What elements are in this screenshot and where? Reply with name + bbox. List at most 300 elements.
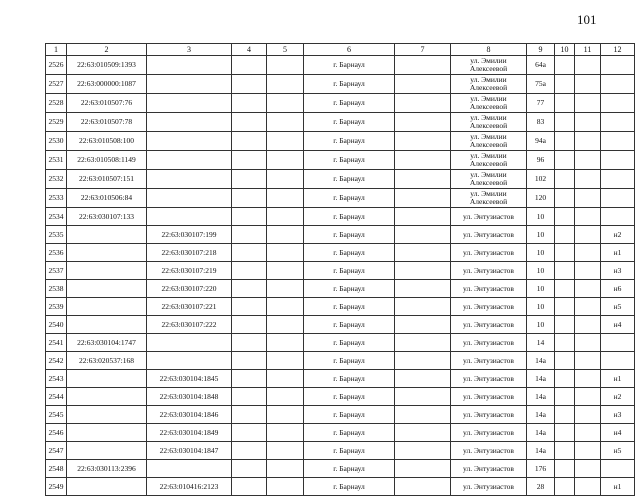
empty-cell [555,170,575,189]
table-row [46,151,635,170]
table-row [46,334,635,352]
house-number-cell: 14а [527,406,555,424]
empty-cell [267,151,304,170]
premises-cadastral-number-cell: 22:63:030107:199 [147,226,232,244]
table-row [46,424,635,442]
empty-cell [267,75,304,94]
row-number-cell: 2534 [46,208,67,226]
empty-cell [267,370,304,388]
cadastral-number-cell [67,424,147,442]
street-cell: ул. Энтузиастов [451,352,527,370]
empty-cell [395,280,451,298]
empty-cell [395,56,451,75]
city-cell: г. Барнаул [304,75,395,94]
empty-cell [232,262,267,280]
empty-cell [232,280,267,298]
empty-cell [575,460,601,478]
city-cell: г. Барнаул [304,352,395,370]
column-header: 8 [451,44,527,56]
premises-number-cell [601,334,635,352]
empty-cell [232,424,267,442]
empty-cell [232,442,267,460]
empty-cell [555,280,575,298]
city-cell: г. Барнаул [304,262,395,280]
premises-cadastral-number-cell [147,113,232,132]
premises-cadastral-number-cell [147,151,232,170]
house-number-cell: 14 [527,334,555,352]
row-number-cell: 2540 [46,316,67,334]
street-cell: ул. Эмилии Алексеевой [451,189,527,208]
empty-cell [555,56,575,75]
house-number-cell: 14а [527,352,555,370]
cadastral-number-cell: 22:63:010507:151 [67,170,147,189]
empty-cell [395,75,451,94]
empty-cell [555,460,575,478]
premises-number-cell: н5 [601,298,635,316]
cadastral-number-cell: 22:63:010507:78 [67,113,147,132]
empty-cell [232,334,267,352]
empty-cell [267,56,304,75]
cadastral-number-cell [67,370,147,388]
table-row [46,189,635,208]
table-row [46,478,635,496]
house-number-cell: 120 [527,189,555,208]
empty-cell [575,478,601,496]
empty-cell [267,316,304,334]
empty-cell [575,132,601,151]
empty-cell [555,208,575,226]
row-number-cell: 2526 [46,56,67,75]
cadastral-number-cell [67,406,147,424]
street-cell: ул. Энтузиастов [451,226,527,244]
premises-number-cell [601,75,635,94]
premises-cadastral-number-cell [147,460,232,478]
cadastral-number-cell: 22:63:010507:76 [67,94,147,113]
empty-cell [267,113,304,132]
empty-cell [232,406,267,424]
street-cell: ул. Энтузиастов [451,424,527,442]
empty-cell [232,189,267,208]
premises-number-cell [601,460,635,478]
empty-cell [555,262,575,280]
empty-cell [267,94,304,113]
premises-number-cell [601,56,635,75]
column-header: 1 [46,44,67,56]
empty-cell [395,334,451,352]
street-cell: ул. Эмилии Алексеевой [451,113,527,132]
street-cell: ул. Энтузиастов [451,262,527,280]
empty-cell [575,334,601,352]
premises-number-cell [601,352,635,370]
cadastral-number-cell [67,442,147,460]
column-header: 2 [67,44,147,56]
column-header: 5 [267,44,304,56]
table-row [46,388,635,406]
column-header: 3 [147,44,232,56]
empty-cell [232,208,267,226]
cadastral-number-cell [67,298,147,316]
column-header: 6 [304,44,395,56]
empty-cell [267,406,304,424]
premises-cadastral-number-cell: 22:63:010416:2123 [147,478,232,496]
cadastral-number-cell: 22:63:000000:1087 [67,75,147,94]
premises-number-cell: н2 [601,388,635,406]
empty-cell [575,226,601,244]
empty-cell [267,189,304,208]
empty-cell [555,132,575,151]
empty-cell [267,132,304,151]
premises-number-cell: н4 [601,424,635,442]
house-number-cell: 94а [527,132,555,151]
house-number-cell: 96 [527,151,555,170]
empty-cell [555,334,575,352]
empty-cell [575,94,601,113]
empty-cell [267,244,304,262]
empty-cell [232,352,267,370]
empty-cell [395,352,451,370]
empty-cell [395,478,451,496]
row-number-cell: 2535 [46,226,67,244]
empty-cell [267,170,304,189]
empty-cell [555,298,575,316]
premises-cadastral-number-cell [147,352,232,370]
empty-cell [555,352,575,370]
city-cell: г. Барнаул [304,244,395,262]
empty-cell [395,370,451,388]
cadastral-number-cell: 22:63:010508:100 [67,132,147,151]
empty-cell [395,113,451,132]
house-number-cell: 10 [527,298,555,316]
house-number-cell: 14а [527,424,555,442]
empty-cell [267,298,304,316]
premises-number-cell: н5 [601,442,635,460]
premises-number-cell [601,132,635,151]
empty-cell [555,478,575,496]
table-row [46,280,635,298]
cadastral-number-cell [67,316,147,334]
house-number-cell: 10 [527,316,555,334]
premises-cadastral-number-cell: 22:63:030107:220 [147,280,232,298]
city-cell: г. Барнаул [304,170,395,189]
empty-cell [575,442,601,460]
city-cell: г. Барнаул [304,151,395,170]
city-cell: г. Барнаул [304,370,395,388]
cadastral-number-cell: 22:63:010509:1393 [67,56,147,75]
city-cell: г. Барнаул [304,208,395,226]
empty-cell [232,316,267,334]
empty-cell [267,208,304,226]
house-number-cell: 83 [527,113,555,132]
empty-cell [232,478,267,496]
column-header: 7 [395,44,451,56]
row-number-cell: 2527 [46,75,67,94]
city-cell: г. Барнаул [304,334,395,352]
empty-cell [575,424,601,442]
empty-cell [232,94,267,113]
house-number-cell: 10 [527,244,555,262]
empty-cell [575,151,601,170]
premises-number-cell: н2 [601,226,635,244]
table-header-row [46,44,635,56]
row-number-cell: 2544 [46,388,67,406]
house-number-cell: 14а [527,442,555,460]
premises-cadastral-number-cell: 22:63:030107:218 [147,244,232,262]
city-cell: г. Барнаул [304,316,395,334]
city-cell: г. Барнаул [304,298,395,316]
table-row [46,316,635,334]
premises-cadastral-number-cell: 22:63:030104:1849 [147,424,232,442]
empty-cell [555,75,575,94]
premises-cadastral-number-cell: 22:63:030107:221 [147,298,232,316]
city-cell: г. Барнаул [304,478,395,496]
row-number-cell: 2547 [46,442,67,460]
table-row [46,442,635,460]
cadastral-number-cell: 22:63:010506:84 [67,189,147,208]
table-row [46,170,635,189]
street-cell: ул. Эмилии Алексеевой [451,75,527,94]
row-number-cell: 2549 [46,478,67,496]
cadastral-number-cell: 22:63:030113:2396 [67,460,147,478]
premises-cadastral-number-cell: 22:63:030104:1848 [147,388,232,406]
premises-cadastral-number-cell: 22:63:030107:219 [147,262,232,280]
house-number-cell: 10 [527,226,555,244]
street-cell: ул. Эмилии Алексеевой [451,132,527,151]
premises-cadastral-number-cell [147,189,232,208]
house-number-cell: 14а [527,388,555,406]
street-cell: ул. Энтузиастов [451,370,527,388]
empty-cell [395,262,451,280]
premises-cadastral-number-cell [147,75,232,94]
empty-cell [232,388,267,406]
empty-cell [575,262,601,280]
empty-cell [232,298,267,316]
empty-cell [232,370,267,388]
row-number-cell: 2533 [46,189,67,208]
premises-cadastral-number-cell [147,132,232,151]
table-row [46,94,635,113]
empty-cell [395,460,451,478]
premises-number-cell [601,189,635,208]
empty-cell [232,132,267,151]
street-cell: ул. Энтузиастов [451,298,527,316]
empty-cell [232,151,267,170]
cadastral-number-cell: 22:63:030107:133 [67,208,147,226]
table-row [46,132,635,151]
premises-cadastral-number-cell [147,94,232,113]
city-cell: г. Барнаул [304,424,395,442]
empty-cell [395,226,451,244]
city-cell: г. Барнаул [304,442,395,460]
premises-number-cell: н3 [601,406,635,424]
row-number-cell: 2539 [46,298,67,316]
premises-number-cell: н1 [601,478,635,496]
empty-cell [555,113,575,132]
cadastral-number-cell: 22:63:030104:1747 [67,334,147,352]
cadastral-number-cell [67,478,147,496]
street-cell: ул. Энтузиастов [451,442,527,460]
row-number-cell: 2541 [46,334,67,352]
row-number-cell: 2536 [46,244,67,262]
street-cell: ул. Энтузиастов [451,208,527,226]
city-cell: г. Барнаул [304,406,395,424]
table-row [46,298,635,316]
city-cell: г. Барнаул [304,226,395,244]
row-number-cell: 2548 [46,460,67,478]
house-number-cell: 64а [527,56,555,75]
empty-cell [575,316,601,334]
empty-cell [267,352,304,370]
empty-cell [267,262,304,280]
empty-cell [267,280,304,298]
column-header: 10 [555,44,575,56]
empty-cell [232,170,267,189]
city-cell: г. Барнаул [304,56,395,75]
table-row [46,56,635,75]
street-cell: ул. Энтузиастов [451,280,527,298]
cadastral-number-cell [67,280,147,298]
city-cell: г. Барнаул [304,132,395,151]
page-number: 101 [577,12,597,27]
house-number-cell: 10 [527,280,555,298]
premises-number-cell: н4 [601,316,635,334]
column-header: 4 [232,44,267,56]
column-header: 11 [575,44,601,56]
house-number-cell: 10 [527,208,555,226]
street-cell: ул. Энтузиастов [451,388,527,406]
empty-cell [232,460,267,478]
premises-cadastral-number-cell: 22:63:030104:1845 [147,370,232,388]
row-number-cell: 2537 [46,262,67,280]
empty-cell [555,424,575,442]
column-header: 9 [527,44,555,56]
table-row [46,244,635,262]
empty-cell [555,442,575,460]
empty-cell [232,244,267,262]
empty-cell [267,442,304,460]
row-number-cell: 2543 [46,370,67,388]
cadastral-number-cell: 22:63:010508:1149 [67,151,147,170]
column-header: 12 [601,44,635,56]
premises-cadastral-number-cell: 22:63:030104:1847 [147,442,232,460]
house-number-cell: 176 [527,460,555,478]
empty-cell [575,370,601,388]
empty-cell [395,442,451,460]
row-number-cell: 2546 [46,424,67,442]
empty-cell [555,370,575,388]
house-number-cell: 10 [527,262,555,280]
premises-cadastral-number-cell [147,170,232,189]
empty-cell [395,94,451,113]
empty-cell [555,316,575,334]
cadastral-number-cell [67,244,147,262]
table-row [46,460,635,478]
empty-cell [395,424,451,442]
city-cell: г. Барнаул [304,113,395,132]
table-row [46,208,635,226]
street-cell: ул. Энтузиастов [451,334,527,352]
street-cell: ул. Энтузиастов [451,460,527,478]
empty-cell [267,226,304,244]
table-row [46,75,635,94]
premises-cadastral-number-cell: 22:63:030104:1846 [147,406,232,424]
empty-cell [555,94,575,113]
premises-number-cell: н1 [601,244,635,262]
row-number-cell: 2528 [46,94,67,113]
empty-cell [395,388,451,406]
premises-number-cell [601,94,635,113]
premises-number-cell: н3 [601,262,635,280]
table-row [46,406,635,424]
table-row [46,113,635,132]
row-number-cell: 2538 [46,280,67,298]
empty-cell [575,406,601,424]
city-cell: г. Барнаул [304,280,395,298]
cadastral-number-cell [67,262,147,280]
street-cell: ул. Энтузиастов [451,478,527,496]
empty-cell [575,208,601,226]
empty-cell [395,298,451,316]
cadastral-number-cell [67,226,147,244]
empty-cell [575,244,601,262]
street-cell: ул. Эмилии Алексеевой [451,94,527,113]
premises-cadastral-number-cell [147,334,232,352]
street-cell: ул. Энтузиастов [451,244,527,262]
empty-cell [575,388,601,406]
empty-cell [267,388,304,406]
empty-cell [555,189,575,208]
empty-cell [395,316,451,334]
street-cell: ул. Энтузиастов [451,406,527,424]
city-cell: г. Барнаул [304,460,395,478]
empty-cell [395,151,451,170]
empty-cell [395,132,451,151]
empty-cell [267,424,304,442]
house-number-cell: 102 [527,170,555,189]
city-cell: г. Барнаул [304,388,395,406]
premises-number-cell [601,113,635,132]
premises-number-cell [601,170,635,189]
empty-cell [395,244,451,262]
street-cell: ул. Энтузиастов [451,316,527,334]
row-number-cell: 2545 [46,406,67,424]
empty-cell [232,75,267,94]
empty-cell [575,298,601,316]
premises-cadastral-number-cell [147,56,232,75]
empty-cell [555,151,575,170]
empty-cell [232,226,267,244]
cadastral-number-cell: 22:63:020537:168 [67,352,147,370]
empty-cell [232,113,267,132]
house-number-cell: 77 [527,94,555,113]
empty-cell [395,170,451,189]
table-row [46,370,635,388]
premises-number-cell: н1 [601,370,635,388]
row-number-cell: 2532 [46,170,67,189]
empty-cell [575,280,601,298]
house-number-cell: 14а [527,370,555,388]
premises-number-cell [601,151,635,170]
row-number-cell: 2531 [46,151,67,170]
empty-cell [267,478,304,496]
registry-table [45,43,635,496]
street-cell: ул. Эмилии Алексеевой [451,151,527,170]
table-row [46,262,635,280]
row-number-cell: 2529 [46,113,67,132]
empty-cell [575,113,601,132]
street-cell: ул. Эмилии Алексеевой [451,56,527,75]
empty-cell [395,189,451,208]
empty-cell [575,56,601,75]
